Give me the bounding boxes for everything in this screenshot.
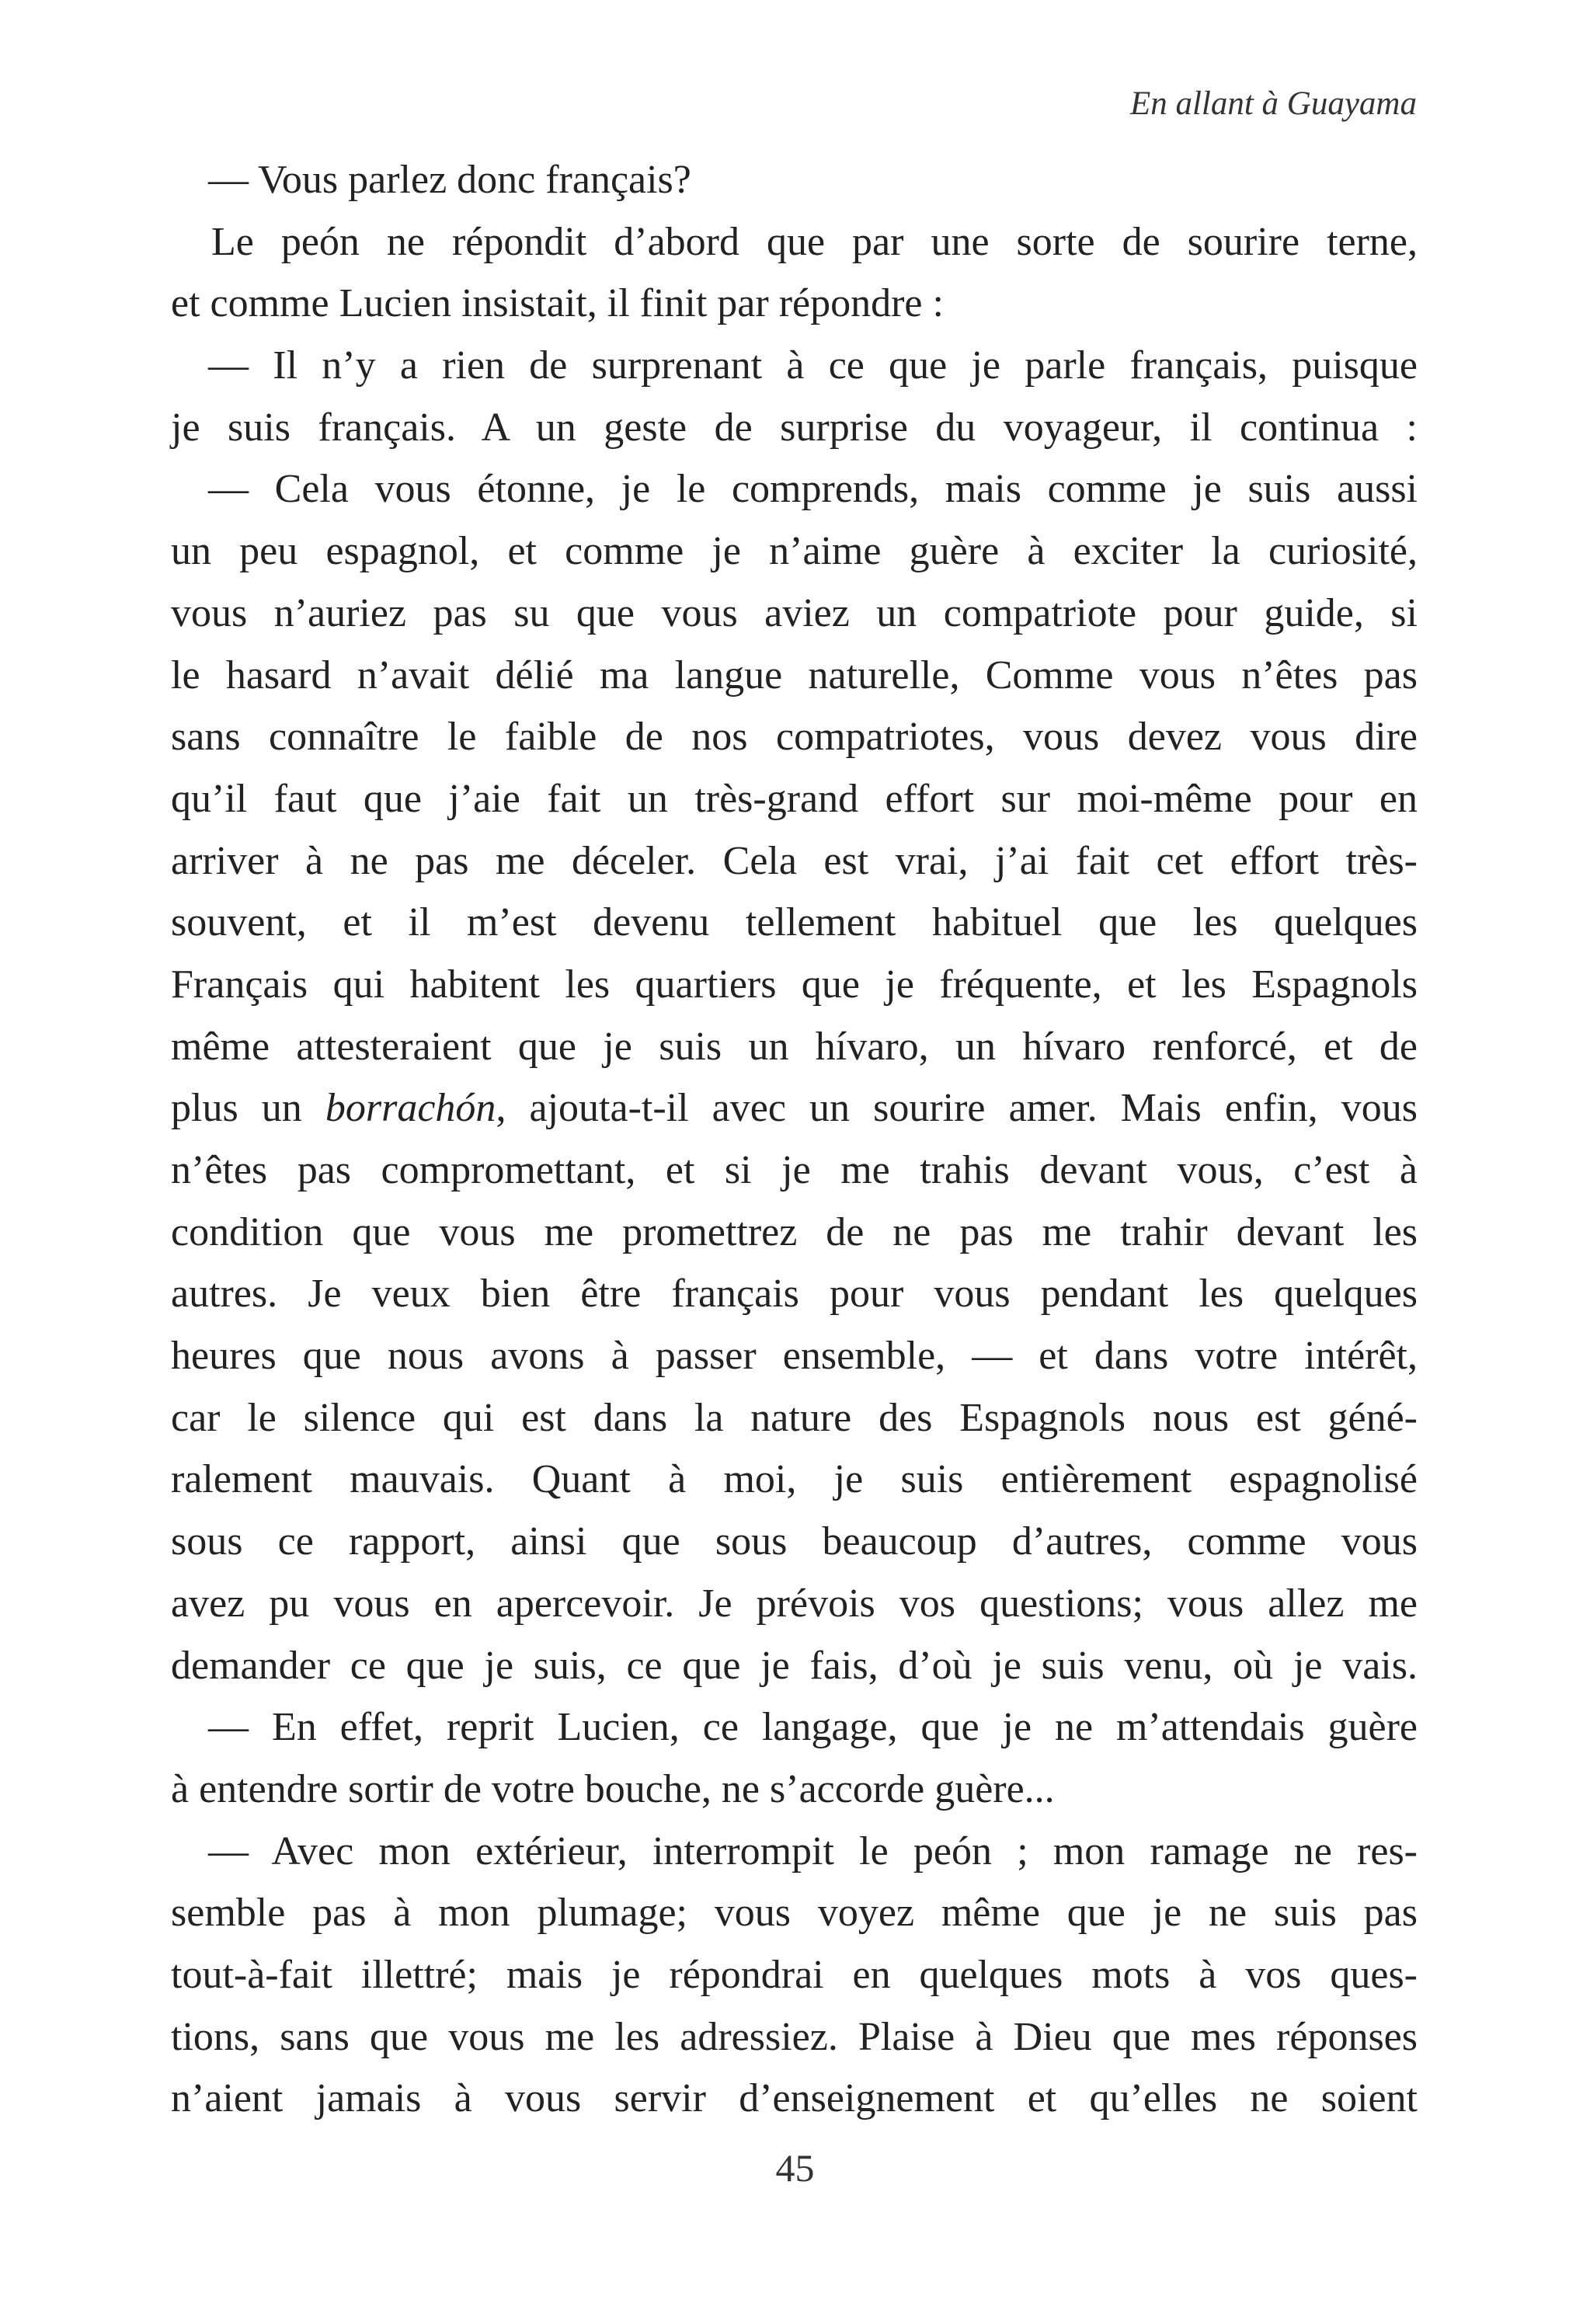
- text-line: sous ce rapport, ainsi que sous beaucoup d’autres, comme vous: [171, 1519, 1418, 1564]
- text-line: autres. Je veux bien être français pour vous pendant les quelques: [171, 1272, 1418, 1317]
- text-line: avez pu vous en apercevoir. Je prévois vos questions; vous allez me: [171, 1581, 1418, 1626]
- text-line: — Avec mon extérieur, interrompit le peón ; mon ramage ne res-: [208, 1828, 1418, 1873]
- text-line: vous n’auriez pas su que vous aviez un compatriote pour guide, si: [171, 590, 1418, 635]
- text-line: car le silence qui est dans la nature des Espagnols nous est géné-: [171, 1395, 1418, 1440]
- text-line: tions, sans que vous me les adressiez. Plaise à Dieu que mes réponses: [171, 2014, 1418, 2059]
- text-line-mixed: [171, 1077, 1418, 1139]
- text-line: Le peón ne répondit d’abord que par une sorte de sourire terne,: [211, 219, 1418, 264]
- text-line: à entendre sortir de votre bouche, ne s’accorde guère...: [171, 1766, 1055, 1811]
- text-line: ralement mauvais. Quant à moi, je suis entièrement espagnolisé: [171, 1457, 1418, 1502]
- text-line: tout-à-fait illettré; mais je répondrai en quelques mots à vos ques-: [171, 1952, 1418, 1997]
- text-line: sans connaître le faible de nos compatriotes, vous devez vous dire: [171, 715, 1418, 760]
- text-line: semble pas à mon plumage; vous voyez même que je ne suis pas: [171, 1891, 1418, 1936]
- text-line: — Vous parlez donc français?: [208, 158, 691, 202]
- text-line: Français qui habitent les quartiers que je fréquente, et les Espagnols: [171, 962, 1418, 1007]
- text-line: — Il n’y a rien de surprenant à ce que je parle français, puisque: [208, 343, 1418, 388]
- body-text: [171, 149, 1418, 2130]
- text-line: heures que nous avons à passer ensemble, — et dans votre intérêt,: [171, 1334, 1418, 1379]
- text-line: qu’il faut que j’aie fait un très-grand effort sur moi-même pour en: [171, 776, 1418, 821]
- text-line: je suis français. A un geste de surprise du voyageur, il continua :: [171, 405, 1418, 450]
- text-line: souvent, et il m’est devenu tellement habituel que les quelques: [171, 900, 1418, 945]
- text-span: , ajouta-t-il avec un sourire amer. Mais enfin, vous: [496, 1086, 1418, 1131]
- page-number: 45: [775, 2146, 815, 2190]
- text-line: condition que vous me promettrez de ne pas me trahir devant les: [171, 1209, 1418, 1254]
- text-line: un peu espagnol, et comme je n’aime guère à exciter la curiosité,: [171, 529, 1418, 574]
- text-line: — Cela vous étonne, je le comprends, mais comme je suis aussi: [208, 467, 1418, 512]
- text-line: — En effet, reprit Lucien, ce langage, que je ne m’attendais guère: [208, 1705, 1418, 1750]
- text-line: demander ce que je suis, ce que je fais, d’où je suis venu, où je vais.: [171, 1643, 1418, 1688]
- italic-word: borrachón: [325, 1086, 496, 1131]
- text-line: arriver à ne pas me déceler. Cela est vrai, j’ai fait cet effort très-: [171, 838, 1418, 883]
- text-line: n’êtes pas compromettant, et si je me trahis devant vous, c’est à: [171, 1148, 1418, 1192]
- text-span: plus un: [171, 1086, 302, 1131]
- text-line: le hasard n’avait délié ma langue naturelle, Comme vous n’êtes pas: [171, 652, 1418, 698]
- running-head-title: En allant à Guayama: [1129, 85, 1417, 122]
- text-line: n’aient jamais à vous servir d’enseignement et qu’elles ne soient: [171, 2076, 1418, 2121]
- text-line: et comme Lucien insistait, il finit par répondre :: [171, 281, 944, 326]
- text-line: même attesteraient que je suis un hívaro, un hívaro renforcé, et de: [171, 1024, 1418, 1069]
